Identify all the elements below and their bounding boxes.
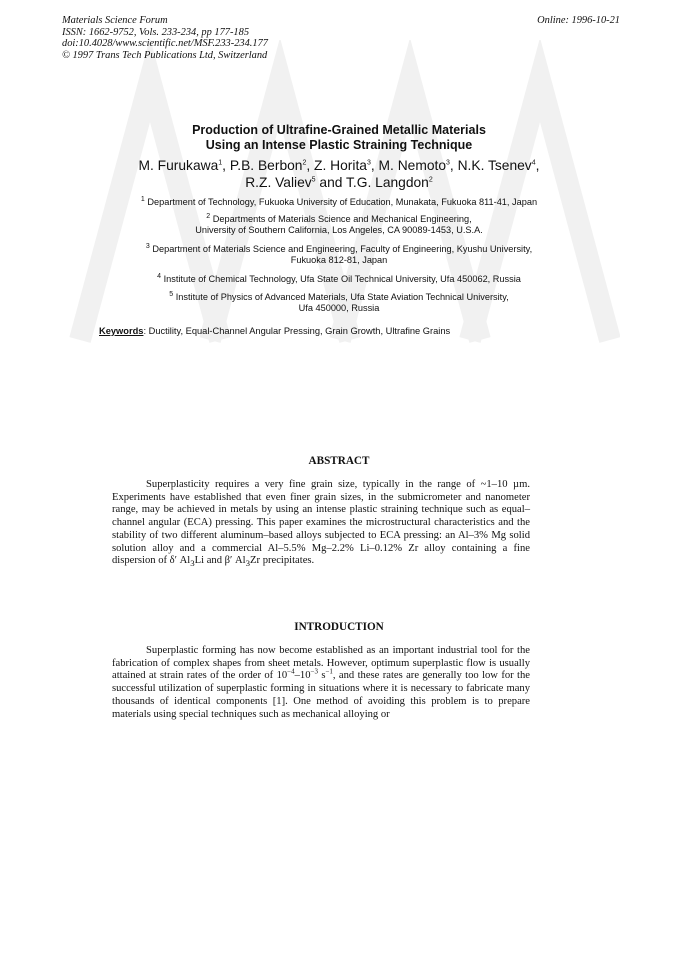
author-separator: and: [315, 175, 347, 190]
affiliation-number: 4: [157, 272, 162, 280]
paper-title: [0, 123, 678, 153]
affiliation-line: Fukuoka 812-81, Japan: [290, 255, 388, 266]
journal-name: Materials Science Forum: [62, 15, 168, 26]
affiliation-number: 2: [206, 212, 211, 220]
abstract-heading: ABSTRACT: [308, 455, 370, 467]
affiliation-number: 1: [140, 195, 145, 203]
affiliation: [0, 244, 678, 266]
intro-text-run: Superplastic forming has now become established as an important industrial tool for the fabrication of complex shapes from sheet metals. However, optimum superplastic flow is usually attained at strain rates of the order of 10: [112, 645, 530, 682]
intro-text-run: s: [317, 670, 326, 682]
intro-text-run: , and these rates are generally too low for the successful utilization of superplastic forming in situations where it is necessary to fabricate many thousands of identical components [1]. One method of avoiding this problem is to prepare materials using special techniques such as mechanical alloying or: [112, 670, 530, 720]
affiliation-line: University of Southern California, Los Angeles, CA 90089-1453, U.S.A.: [195, 225, 483, 236]
author-name: M. Nemoto: [378, 158, 446, 173]
affiliation-line: Institute of Physics of Advanced Materials, Ufa State Aviation Technical University,: [175, 292, 509, 302]
doi-link[interactable]: doi:10.4028/www.scientific.net/MSF.233-234.177: [62, 38, 268, 50]
affiliation: [0, 197, 678, 208]
affiliation-line: Ufa 450000, Russia: [298, 303, 380, 314]
issn-line: ISSN: 1662-9752, Vols. 233-234, pp 177-185: [62, 26, 250, 38]
author-name: M. Furukawa: [138, 158, 219, 173]
author-affiliation-mark: 1: [218, 159, 223, 167]
abstract-text-run: Li and β′ Al: [194, 555, 246, 567]
author-affiliation-mark: 3: [366, 159, 371, 167]
introduction-heading: INTRODUCTION: [294, 621, 384, 633]
intro-text-run: –10: [294, 670, 311, 682]
title-line-2: Using an Intense Plastic Straining Technique: [205, 138, 473, 152]
abstract-paragraph: [112, 479, 530, 570]
affiliation-number: 5: [169, 290, 174, 298]
subscript: 3: [190, 558, 195, 569]
affiliation-line: Department of Technology, Fukuoka University of Education, Munakata, Fukuoka 811-41, Japan: [147, 197, 538, 207]
author-separator: ,: [535, 158, 540, 173]
title-line-1: Production of Ultrafine-Grained Metallic Materials: [192, 123, 486, 137]
introduction-paragraph: [112, 645, 530, 721]
abstract-text-run: Superplasticity requires a very fine grain size, typically in the range of ~1–10 µm. Experiments have established that even finer grain sizes, in the submicrometer and nanometer range, may be achieved in metals by using an intense plastic straining technique such as equal–channel angular (ECA) pressing. This paper examines the microstructural characteristics and the stability of two different aluminum–based alloys subjected to ECA pressing: an Al–3% Mg solid solution alloy and a commercial Al–5.5% Mg–2.2% Li–0.12% Zr alloy containing a fine dispersion of δ′ Al: [112, 479, 530, 567]
author-separator: ,: [370, 158, 379, 173]
author-name: Z. Horita: [314, 158, 367, 173]
author-separator: ,: [449, 158, 458, 173]
exponent: −3: [310, 667, 318, 676]
author-name: N.K. Tsenev: [457, 158, 532, 173]
affiliation-line: Department of Materials Science and Engineering, Faculty of Engineering, Kyushu University,: [152, 244, 533, 254]
author-affiliation-mark: 2: [428, 176, 433, 184]
affiliation: [0, 292, 678, 314]
exponent: −1: [325, 667, 333, 676]
author-affiliation-mark: 3: [446, 159, 450, 167]
affiliation: [0, 214, 678, 236]
affiliation: [0, 274, 678, 285]
exponent: −4: [287, 667, 295, 676]
author-separator: ,: [222, 158, 230, 173]
author-separator: ,: [306, 158, 315, 173]
journal-meta: [62, 15, 268, 61]
online-date: Online: 1996-10-21: [537, 15, 620, 26]
author-affiliation-mark: 2: [302, 159, 307, 167]
author-list: [0, 157, 678, 191]
author-name: T.G. Langdon: [346, 175, 429, 190]
copyright-line: © 1997 Trans Tech Publications Ltd, Switzerland: [62, 49, 268, 61]
affiliation-line: Departments of Materials Science and Mechanical Engineering,: [212, 214, 472, 224]
author-affiliation-mark: 5: [311, 176, 316, 184]
author-name: P.B. Berbon: [229, 158, 303, 173]
author-name: R.Z. Valiev: [245, 175, 312, 190]
keywords-text: : Ductility, Equal-Channel Angular Pressing, Grain Growth, Ultrafine Grains: [143, 326, 451, 336]
abstract-text-run: Zr precipitates.: [250, 555, 315, 567]
keywords-label: Keywords: [99, 326, 144, 336]
keywords: [99, 325, 450, 337]
affiliation-number: 3: [145, 242, 150, 250]
author-affiliation-mark: 4: [531, 159, 536, 167]
affiliation-line: Institute of Chemical Technology, Ufa State Oil Technical University, Ufa 450062, Russia: [163, 274, 521, 284]
subscript: 3: [245, 558, 251, 569]
